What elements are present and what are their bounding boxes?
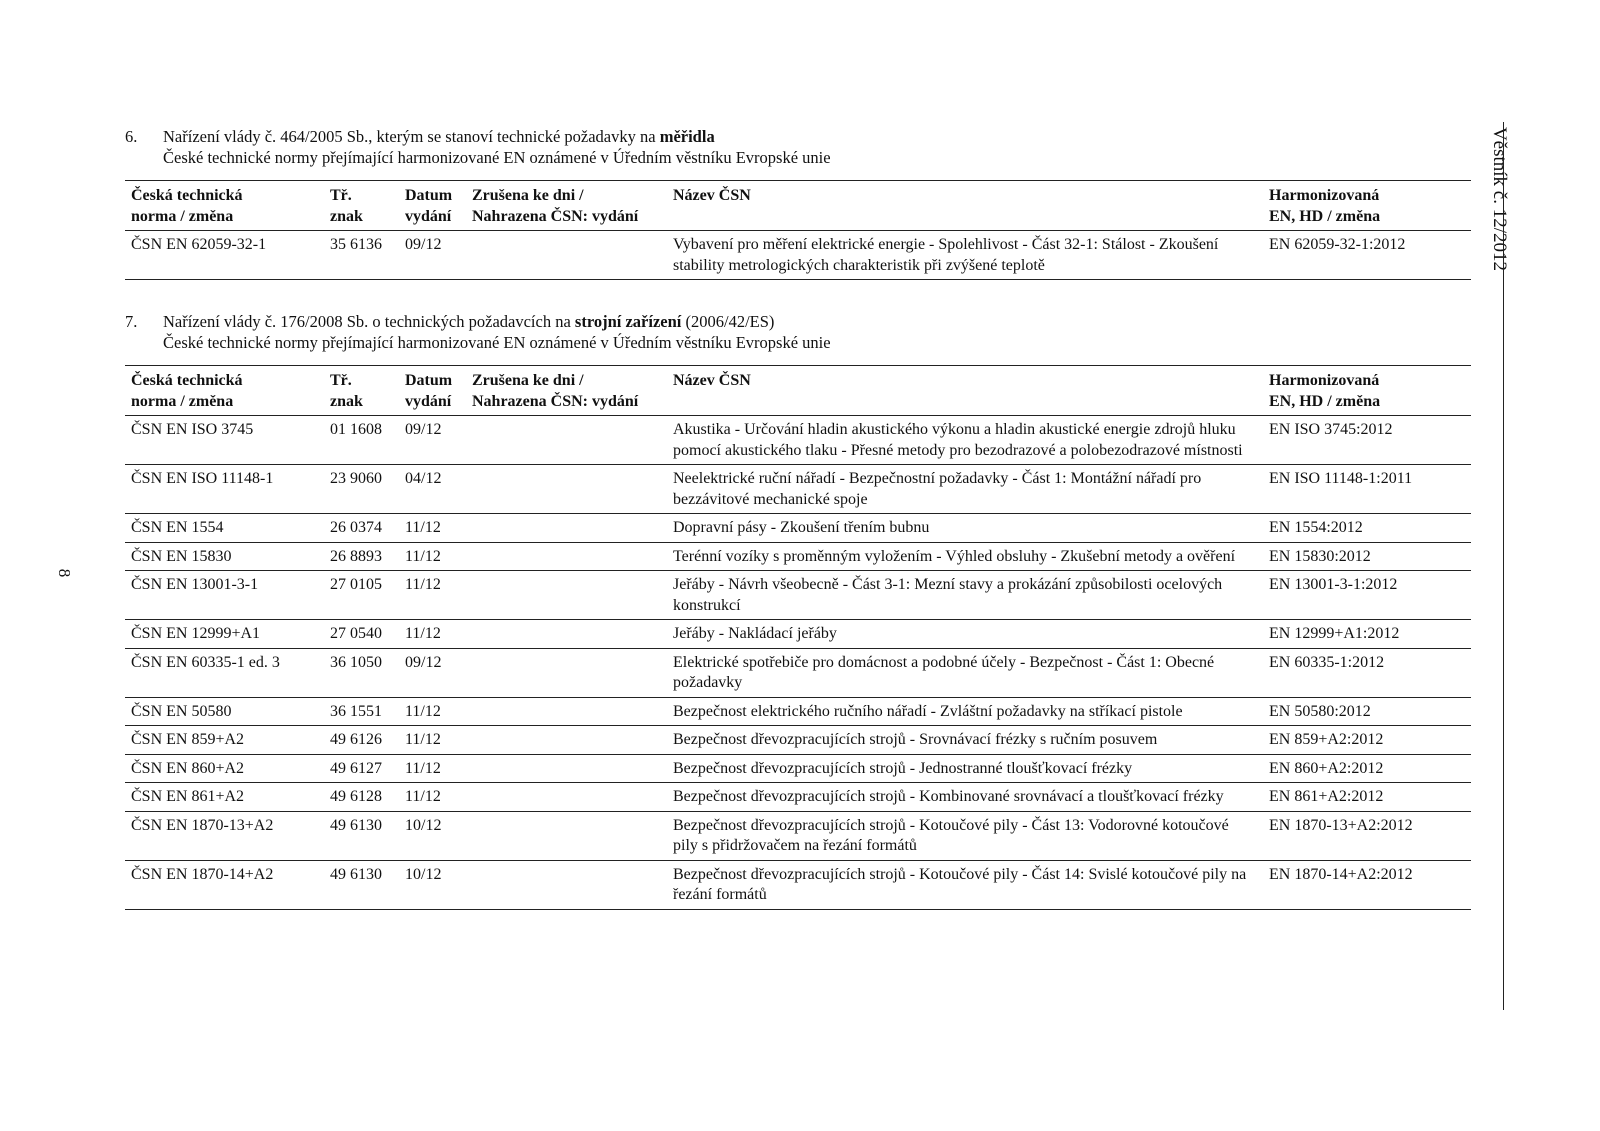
harmonized-cell: EN 12999+A1:2012 bbox=[1269, 625, 1400, 642]
standards-table bbox=[125, 180, 1471, 280]
name-cell: Elektrické spotřebiče pro domácnost a podobné účely - Bezpečnost - Část 1: Obecné požadavky bbox=[673, 653, 1215, 691]
date-cell: 11/12 bbox=[405, 702, 441, 720]
date-cell: 11/12 bbox=[405, 519, 441, 536]
name-cell: Bezpečnost dřevozpracujících strojů - Jednostranné tloušťkovací frézky bbox=[673, 759, 1133, 777]
section-number: 6. bbox=[125, 127, 138, 146]
name-cell: Jeřáby - Nakládací jeřáby bbox=[673, 625, 837, 642]
table-row bbox=[125, 811, 1471, 860]
title-text: Nařízení vlády č. 464/2005 Sb., kterým se stanoví technické požadavky na bbox=[163, 127, 660, 146]
harmonized-cell: EN 860+A2:2012 bbox=[1269, 759, 1384, 777]
title-keyword: strojní zařízení bbox=[574, 312, 682, 331]
class-cell: 49 6130 bbox=[330, 816, 382, 834]
table-row bbox=[125, 542, 1471, 571]
section-subtitle: České technické normy přejímající harmonizované EN oznámené v Úředním věstníku Evropské unie bbox=[163, 148, 831, 167]
class-cell: 01 1608 bbox=[330, 421, 382, 438]
class-cell: 35 6136 bbox=[330, 236, 382, 253]
date-cell: 11/12 bbox=[405, 547, 441, 565]
harmonized-cell: EN 861+A2:2012 bbox=[1269, 788, 1384, 805]
table-row bbox=[125, 231, 1471, 280]
harmonized-cell: EN 15830:2012 bbox=[1269, 547, 1371, 565]
norm-cell: ČSN EN 860+A2 bbox=[131, 759, 245, 777]
column-header: Datum vydání bbox=[405, 187, 453, 225]
harmonized-cell: EN 60335-1:2012 bbox=[1269, 653, 1385, 671]
table-header-row bbox=[125, 366, 1471, 416]
section-title bbox=[163, 311, 1471, 332]
cancelled-cell bbox=[466, 542, 667, 571]
section-title bbox=[163, 126, 1471, 147]
page-number: 8 bbox=[55, 568, 74, 578]
cancelled-cell bbox=[466, 860, 667, 909]
cancelled-cell bbox=[466, 465, 667, 514]
norm-cell: ČSN EN ISO 3745 bbox=[131, 421, 254, 438]
norm-cell: ČSN EN 50580 bbox=[131, 702, 232, 720]
class-cell: 49 6128 bbox=[330, 788, 382, 805]
harmonized-cell: EN 1870-13+A2:2012 bbox=[1269, 816, 1413, 834]
cancelled-cell bbox=[466, 231, 667, 280]
name-cell: Vybavení pro měření elektrické energie - Spolehlivost - Část 32-1: Stálost - Zkoušení stability metrologických charakteristik při zvýšené teplotě bbox=[673, 236, 1219, 274]
name-cell: Jeřáby - Návrh všeobecně - Část 3-1: Mezní stavy a prokázání způsobilosti ocelových konstrukcí bbox=[673, 576, 1223, 614]
name-cell: Neelektrické ruční nářadí - Bezpečnostní požadavky - Část 1: Montážní nářadí pro bezzávitové mechanické spoje bbox=[673, 470, 1202, 508]
class-cell: 27 0540 bbox=[330, 625, 382, 642]
section-subtitle: České technické normy přejímající harmonizované EN oznámené v Úředním věstníku Evropské unie bbox=[163, 333, 831, 352]
cancelled-cell bbox=[466, 783, 667, 812]
cancelled-cell bbox=[466, 697, 667, 726]
class-cell: 26 8893 bbox=[330, 547, 382, 565]
table-row bbox=[125, 571, 1471, 620]
column-header: Název ČSN bbox=[673, 372, 751, 389]
column-header: Zrušena ke dni / Nahrazena ČSN: vydání bbox=[472, 372, 639, 410]
column-header: Česká technická norma / změna bbox=[131, 372, 243, 410]
column-header: Zrušena ke dni / Nahrazena ČSN: vydání bbox=[472, 187, 639, 225]
harmonized-cell: EN 62059-32-1:2012 bbox=[1269, 236, 1406, 253]
name-cell: Bezpečnost dřevozpracujících strojů - Kotoučové pily - Část 13: Vodorovné kotoučové pily s přidržovačem na řezání formátů bbox=[673, 816, 1229, 854]
norm-cell: ČSN EN 1554 bbox=[131, 519, 224, 536]
date-cell: 11/12 bbox=[405, 576, 441, 593]
table-row bbox=[125, 783, 1471, 812]
title-keyword: měřidla bbox=[659, 127, 715, 146]
column-header: Česká technická norma / změna bbox=[131, 187, 243, 225]
cancelled-cell bbox=[466, 811, 667, 860]
name-cell: Akustika - Určování hladin akustického výkonu a hladin akustické energie zdrojů hluku pomocí akustického tlaku - Přesné metody pro bezodrazové a polobezodrazové místnosti bbox=[673, 421, 1243, 459]
norm-cell: ČSN EN ISO 11148-1 bbox=[131, 470, 274, 487]
date-cell: 11/12 bbox=[405, 788, 441, 805]
name-cell: Dopravní pásy - Zkoušení třením bubnu bbox=[673, 519, 930, 536]
norm-cell: ČSN EN 1870-14+A2 bbox=[131, 865, 274, 883]
table-row bbox=[125, 648, 1471, 697]
norm-cell: ČSN EN 62059-32-1 bbox=[131, 236, 267, 253]
column-header: Název ČSN bbox=[673, 187, 751, 204]
column-header: Tř. znak bbox=[330, 187, 363, 225]
column-header: Harmonizovaná EN, HD / změna bbox=[1269, 187, 1381, 225]
harmonized-cell: EN 1554:2012 bbox=[1269, 519, 1363, 536]
running-head: Věstník č. 12/2012 bbox=[1489, 126, 1510, 272]
norm-cell: ČSN EN 13001-3-1 bbox=[131, 576, 259, 593]
class-cell: 49 6126 bbox=[330, 731, 382, 748]
table-row bbox=[125, 514, 1471, 543]
title-suffix: (2006/42/ES) bbox=[681, 312, 775, 331]
margin-rule bbox=[1503, 122, 1504, 1010]
column-header: Harmonizovaná EN, HD / změna bbox=[1269, 372, 1381, 410]
section-heading bbox=[125, 311, 1471, 353]
section-6 bbox=[125, 126, 1471, 280]
date-cell: 10/12 bbox=[405, 865, 442, 883]
table-row bbox=[125, 416, 1471, 465]
date-cell: 10/12 bbox=[405, 816, 442, 834]
harmonized-cell: EN 13001-3-1:2012 bbox=[1269, 576, 1398, 593]
cancelled-cell bbox=[466, 571, 667, 620]
class-cell: 49 6130 bbox=[330, 865, 382, 883]
norm-cell: ČSN EN 60335-1 ed. 3 bbox=[131, 653, 280, 671]
name-cell: Bezpečnost dřevozpracujících strojů - Kombinované srovnávací a tloušťkovací frézky bbox=[673, 788, 1224, 805]
column-header: Datum vydání bbox=[405, 372, 453, 410]
norm-cell: ČSN EN 15830 bbox=[131, 547, 232, 565]
norm-cell: ČSN EN 861+A2 bbox=[131, 788, 245, 805]
name-cell: Terénní vozíky s proměnným vyložením - Výhled obsluhy - Zkušební metody a ověření bbox=[673, 547, 1236, 565]
column-header: Tř. znak bbox=[330, 372, 363, 410]
cancelled-cell bbox=[466, 416, 667, 465]
date-cell: 11/12 bbox=[405, 625, 441, 642]
table-row bbox=[125, 620, 1471, 649]
table-row bbox=[125, 860, 1471, 909]
norm-cell: ČSN EN 859+A2 bbox=[131, 731, 245, 748]
cancelled-cell bbox=[466, 514, 667, 543]
norm-cell: ČSN EN 1870-13+A2 bbox=[131, 816, 274, 834]
norm-cell: ČSN EN 12999+A1 bbox=[131, 625, 261, 642]
class-cell: 27 0105 bbox=[330, 576, 382, 593]
harmonized-cell: EN 859+A2:2012 bbox=[1269, 731, 1384, 748]
harmonized-cell: EN ISO 11148-1:2011 bbox=[1269, 470, 1413, 487]
harmonized-cell: EN ISO 3745:2012 bbox=[1269, 421, 1393, 438]
name-cell: Bezpečnost dřevozpracujících strojů - Srovnávací frézky s ručním posuvem bbox=[673, 731, 1158, 748]
table-row bbox=[125, 697, 1471, 726]
class-cell: 36 1050 bbox=[330, 653, 382, 671]
table-header-row bbox=[125, 181, 1471, 231]
table-row bbox=[125, 726, 1471, 755]
date-cell: 04/12 bbox=[405, 470, 442, 487]
harmonized-cell: EN 50580:2012 bbox=[1269, 702, 1371, 720]
date-cell: 09/12 bbox=[405, 653, 442, 671]
cancelled-cell bbox=[466, 620, 667, 649]
title-text: Nařízení vlády č. 176/2008 Sb. o technických požadavcích na bbox=[163, 312, 575, 331]
date-cell: 09/12 bbox=[405, 421, 442, 438]
harmonized-cell: EN 1870-14+A2:2012 bbox=[1269, 865, 1413, 883]
name-cell: Bezpečnost elektrického ručního nářadí - Zvláštní požadavky na stříkací pistole bbox=[673, 702, 1183, 720]
class-cell: 23 9060 bbox=[330, 470, 382, 487]
table-row bbox=[125, 754, 1471, 783]
class-cell: 36 1551 bbox=[330, 702, 382, 720]
standards-table bbox=[125, 365, 1471, 910]
date-cell: 11/12 bbox=[405, 759, 441, 777]
class-cell: 26 0374 bbox=[330, 519, 382, 536]
section-7 bbox=[125, 311, 1471, 910]
cancelled-cell bbox=[466, 648, 667, 697]
name-cell: Bezpečnost dřevozpracujících strojů - Kotoučové pily - Část 14: Svislé kotoučové pily na řezání formátů bbox=[673, 865, 1247, 903]
cancelled-cell bbox=[466, 754, 667, 783]
table-row bbox=[125, 465, 1471, 514]
date-cell: 11/12 bbox=[405, 731, 441, 748]
section-heading bbox=[125, 126, 1471, 168]
date-cell: 09/12 bbox=[405, 236, 442, 253]
class-cell: 49 6127 bbox=[330, 759, 382, 777]
section-number: 7. bbox=[125, 312, 138, 331]
cancelled-cell bbox=[466, 726, 667, 755]
